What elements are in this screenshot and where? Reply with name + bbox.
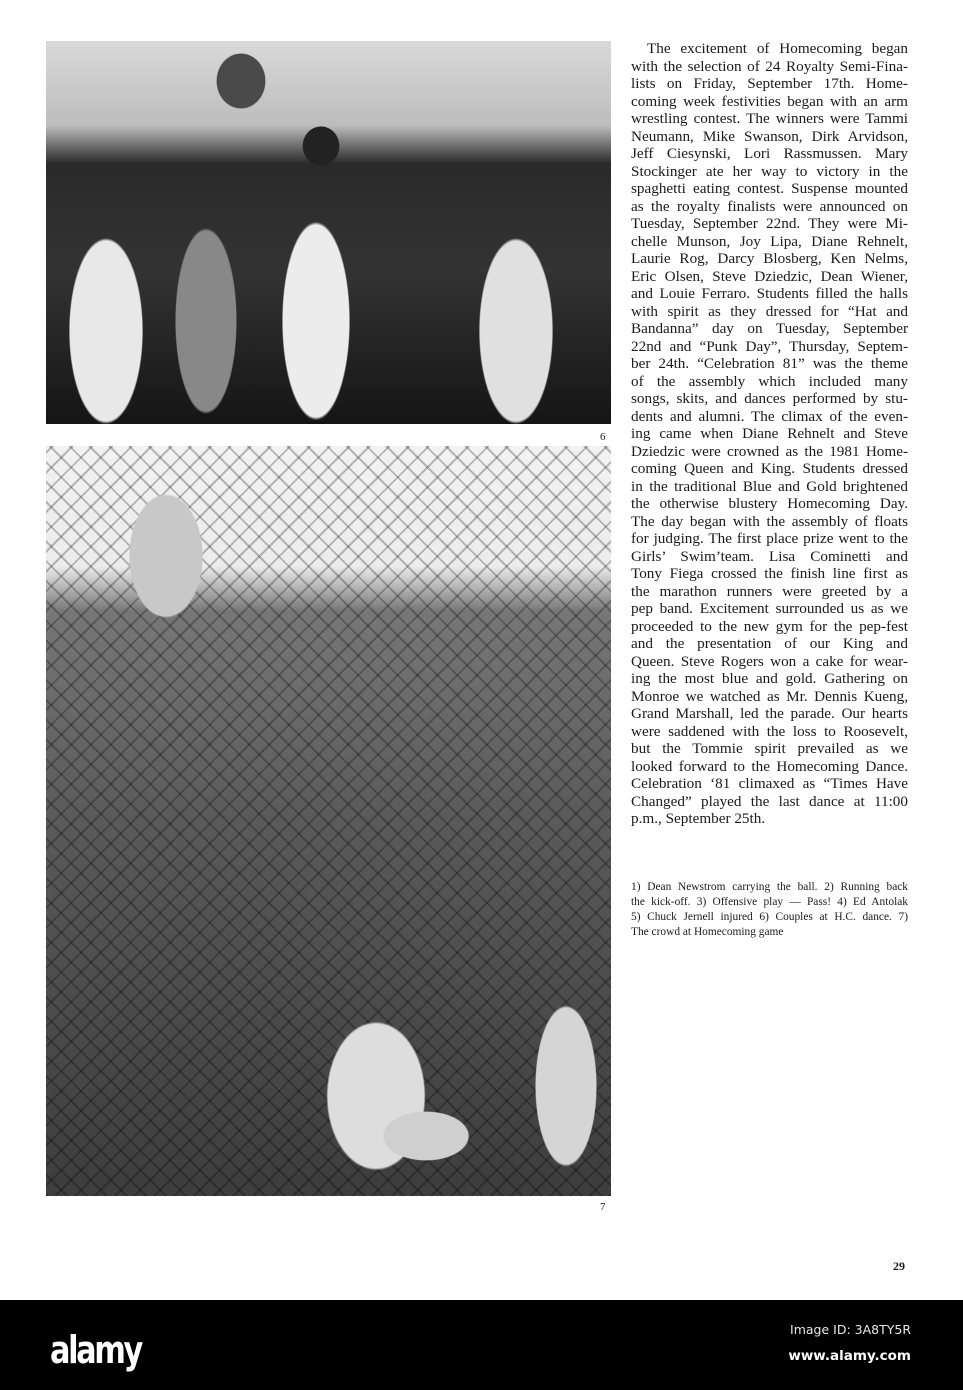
text-line: pep band. Excitement surrounded us as we <box>631 600 908 617</box>
text-line: Queen. Steve Rogers won a cake for wear- <box>631 652 908 670</box>
text-line: with spirit as they dressed for “Hat and <box>631 302 908 320</box>
alamy-logo: alamy <box>50 1328 141 1372</box>
text-line: Tony Fiega crossed the finish line first as <box>631 565 908 582</box>
image-id: Image ID: 3A8TY5R <box>790 1322 911 1337</box>
text-line: Monroe we watched as Mr. Dennis Kueng, <box>631 687 908 705</box>
text-line: for judging. The first place prize went to the <box>631 530 908 547</box>
text-line: The day began with the assembly of floats <box>631 512 908 530</box>
photo-couples-at-dance <box>46 41 611 424</box>
text-line: Grand Marshall, led the parade. Our hearts <box>631 705 908 722</box>
text-line: dents and alumni. The climax of the even- <box>631 407 908 425</box>
text-line: Stockinger ate her way to victory in the <box>631 162 908 180</box>
watermark-banner <box>0 1300 963 1390</box>
site-url: www.alamy.com <box>788 1348 911 1364</box>
text-line: spaghetti eating contest. Suspense mounted <box>631 180 908 197</box>
text-line: but the Tommie spirit prevailed as we <box>631 740 908 757</box>
text-line: Tuesday, September 22nd. They were Mi- <box>631 215 908 232</box>
text-line: and Louie Ferraro. Students filled the halls <box>631 285 908 302</box>
text-line: chelle Munson, Joy Lipa, Diane Rehnelt, <box>631 232 908 250</box>
text-line: and the presentation of our King and <box>631 635 908 652</box>
text-line: the kick-off. 3) Offensive play — Pass! 4) Ed Antolak <box>631 896 908 908</box>
text-line: Bandanna” day on Tuesday, September <box>631 320 908 337</box>
photo-number-6: 6 <box>600 431 606 443</box>
text-line: ber 24th. “Celebration 81” was the theme <box>631 355 908 372</box>
text-line: Dziedzic were crowned as the 1981 Home- <box>631 442 908 460</box>
page-number: 29 <box>893 1259 905 1273</box>
text-line: coming Queen and King. Students dressed <box>631 460 908 477</box>
text-line: 1) Dean Newstrom carrying the ball. 2) Running back <box>631 881 908 893</box>
photo-number-7: 7 <box>600 1201 606 1213</box>
text-line: songs, skits, and dances performed by stu- <box>631 390 908 407</box>
text-line: the otherwise blustery Homecoming Day. <box>631 495 908 512</box>
text-line: Girls’ Swim’team. Lisa Cominetti and <box>631 547 908 565</box>
photo-homecoming-crowd <box>46 446 611 1196</box>
text-line: lists on Friday, September 17th. Home- <box>631 75 908 92</box>
text-line: proceeded to the new gym for the pep-fest <box>631 617 908 635</box>
text-line: p.m., September 25th. <box>631 810 766 827</box>
photo-captions <box>631 880 908 940</box>
text-line: coming week festivities began with an arm <box>631 92 908 110</box>
text-line: looked forward to the Homecoming Dance. <box>631 757 908 775</box>
text-line: ing came when Diane Rehnelt and Steve <box>631 425 908 442</box>
text-line: Jeff Ciesynski, Lori Rassmussen. Mary <box>631 145 908 162</box>
text-line: Laurie Rog, Darcy Blosberg, Ken Nelms, <box>631 250 908 267</box>
text-line: Neumann, Mike Swanson, Dirk Arvidson, <box>631 127 908 145</box>
text-line: ing the most blue and gold. Gathering on <box>631 670 908 687</box>
text-line: 5) Chuck Jernell injured 6) Couples at H.C. dance. 7) <box>631 911 908 923</box>
text-line: Eric Olsen, Steve Dziedzic, Dean Wiener, <box>631 267 908 285</box>
article-body <box>631 40 908 828</box>
text-line: with the selection of 24 Royalty Semi-Fina- <box>631 57 908 75</box>
text-line: Changed” played the last dance at 11:00 <box>631 792 908 810</box>
text-line: as the royalty finalists were announced on <box>631 197 908 215</box>
text-line: The excitement of Homecoming began <box>647 40 908 57</box>
text-line: the marathon runners were greeted by a <box>631 582 908 600</box>
text-line: in the traditional Blue and Gold brightened <box>631 477 908 495</box>
text-line: The crowd at Homecoming game <box>631 926 784 938</box>
text-line: of the assembly which included many <box>631 372 908 390</box>
text-line: were saddened with the loss to Roosevelt, <box>631 722 908 740</box>
text-line: 22nd and “Punk Day”, Thursday, Septem- <box>631 337 908 355</box>
text-line: Celebration ‘81 climaxed as “Times Have <box>631 775 908 792</box>
text-line: wrestling contest. The winners were Tammi <box>631 110 908 127</box>
